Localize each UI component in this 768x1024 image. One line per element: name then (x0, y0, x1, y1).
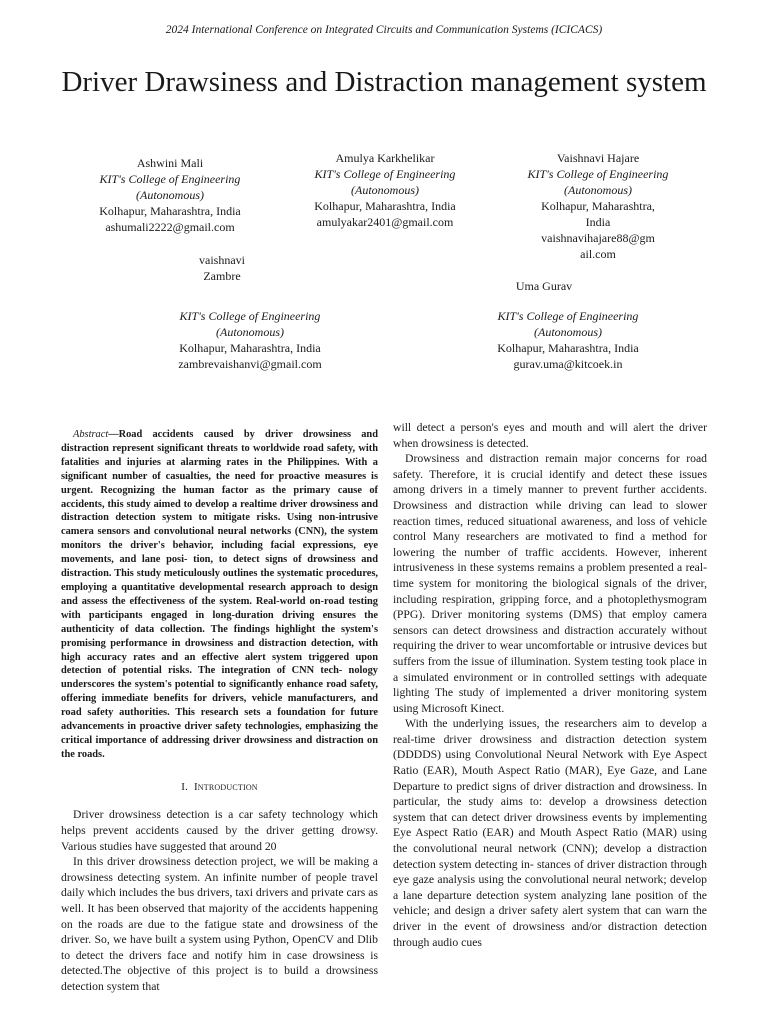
author-block-1 (80, 155, 260, 235)
author-location: Kolhapur, Maharashtra, India (99, 204, 241, 218)
paper-title: Driver Drawsiness and Distraction management system (61, 66, 707, 98)
author-block-4-name (172, 252, 272, 284)
abstract (61, 428, 378, 762)
author-email: gurav.uma@kitcoek.in (513, 357, 623, 371)
intro-paragraph-3: Drowsiness and distraction remain major concerns for road safety. Therefore, it is crucial identify and detect these issues among drivers in a timely manner to prevent further accidents. Drowsiness and distraction while driving can lead to slower reaction times, reduced situational awareness, and loss of vehicle control Many researchers are motivated to find a method for lowering the number of traffic accidents. However, inherent intrusiveness in these systems remains a problem presented a real-time system for monitoring the biological signals of the driver, including respiration, gripping force, and a photoplethysmogram (PPG). Driver monitoring systems (DMS) that employ camera sensors can detect drowsiness and distraction accurately without requiring the driver to wear uncomfortable or intrusive devices but suffers from the issue of illumination. System testing took place in a simulated environment or in controlled settings with adequate lighting The study of implemented a driver monitoring system using Microsoft Kinect. (393, 452, 707, 715)
intro-paragraph-2: In this driver drowsiness detection project, we will be making a drowsiness detecting system. An infinite number of people travel daily which includes the bus drivers, taxi drivers and private cars as well. It has been observed that majority of the accidents happening on the roads are due to the fatigue state and drowsiness of the driver. So, we have built a system using Python, OpenCV and Dlib to detect the drivers face and notify him in case drowsiness is detected.The objective of this project is to build a drowsiness detection system that (61, 855, 378, 993)
author-block-2 (295, 150, 475, 230)
author-location: India (585, 215, 611, 229)
author-location: Kolhapur, Maharashtra, India (314, 199, 456, 213)
author-affiliation: KIT's College of Engineering (314, 167, 456, 181)
author-affiliation: KIT's College of Engineering (179, 309, 321, 323)
section-title: Introduction (193, 780, 258, 793)
author-email: amulyakar2401@gmail.com (316, 215, 454, 229)
left-column (61, 428, 378, 994)
author-affiliation-status: (Autonomous) (136, 188, 204, 202)
author-affiliation-status: (Autonomous) (564, 183, 632, 197)
conference-header: 2024 International Conference on Integrated Circuits and Communication Systems (ICICACS) (165, 24, 603, 36)
author-name: Amulya Karkhelikar (335, 151, 435, 165)
author-affiliation-status: (Autonomous) (351, 183, 419, 197)
section-number: I. (181, 780, 189, 793)
right-column (393, 420, 707, 950)
abstract-text: —Road accidents caused by driver drowsiness and distraction represent significant threats to worldwide road safety, with fatalities and injuries at alarming rates in the Philippines. With a significant number of casualties, the need for proactive measures is urgent. Recognizing the human factor as the primary cause of accidents, this study aimed to develop a realtime driver drowsiness and distraction detection system to mitigate risks. Using non-intrusive camera sensors and convolutional neural networks (CNN), the system monitors the driver's behavior, including facial expressions, eye movements, and lane posi- tion, to detect signs of drowsiness and distraction. This study meticulously outlines the systematic procedures, employing a quantitative developmental research approach to design and assess the effectiveness of the system. Real-world on-road testing with participants engaged in long-duration driving ensures the authenticity of data collection. The findings highlight the system's promising performance in drowsiness and distraction detection, with high accuracy rates and an effective alert system triggered upon detection of potential risks. The integration of CNN tech- nology underscores the system's potential to significantly enhance road safety, offering immediate benefits for drivers, vehicle manufacturers, and road safety authorities. This research sets a foundation for future advancements in proactive driver safety technologies, emphasizing the critical importance of addressing driver drowsiness and distraction on the roads. (61, 429, 378, 760)
author-block-5-name (494, 278, 594, 294)
author-affiliation-status: (Autonomous) (534, 325, 602, 339)
author-email: vaishnavihajare88@gm (541, 231, 655, 245)
author-name: Vaishnavi Hajare (556, 151, 640, 165)
author-email: ashumali2222@gmail.com (105, 220, 235, 234)
author-name: Ashwini Mali (136, 156, 204, 170)
author-email: zambrevaishanvi@gmail.com (178, 357, 322, 371)
section-heading (61, 780, 378, 796)
author-location: Kolhapur, Maharashtra, India (497, 341, 639, 355)
author-location: Kolhapur, Maharashtra, India (179, 341, 321, 355)
author-affiliation: KIT's College of Engineering (497, 309, 639, 323)
abstract-label: Abstract (73, 429, 109, 440)
intro-paragraph-4: With the underlying issues, the researchers aim to develop a real-time driver drowsiness and distraction detection system (DDDDS) using Convolutional Neural Network with Eye Aspect Ratio (EAR), Mouth Aspect Ratio (MAR), Eye Gaze, and Lane Departure to predict signs of driver distraction and drowsiness. In particular, the study aims to: develop a drowsiness detection system that can detect driver drowsiness events by implementing Eye Aspect Ratio (EAR) and Mouth Aspect Ratio (MAR) using the convolutional neural network (CNN); develop a distraction detection system detecting in- stances of driver distraction through eye gaze analysis using the convolutional neural network; develop a lane departure detection system analyzing lane position of the vehicle; and design a driver safety alert system that can warn the driver in the event of drowsiness and/or distraction detection through audio cues (393, 717, 707, 949)
author-affiliation: KIT's College of Engineering (99, 172, 241, 186)
author-block-4 (160, 308, 340, 372)
author-name: Zambre (203, 269, 241, 283)
intro-paragraph-continuation: will detect a person's eyes and mouth and will alert the driver when drowsiness is detected. (393, 421, 707, 450)
author-affiliation-status: (Autonomous) (216, 325, 284, 339)
author-name: vaishnavi (199, 253, 245, 267)
author-location: Kolhapur, Maharashtra, (541, 199, 655, 213)
intro-paragraph-1: Driver drowsiness detection is a car safety technology which helps prevent accidents caused by the driver getting drowsy. Various studies have suggested that around 20 (61, 808, 378, 853)
author-name: Uma Gurav (515, 279, 573, 293)
author-block-5 (478, 308, 658, 372)
author-email: ail.com (580, 247, 616, 261)
author-affiliation: KIT's College of Engineering (527, 167, 669, 181)
author-block-3 (508, 150, 688, 262)
